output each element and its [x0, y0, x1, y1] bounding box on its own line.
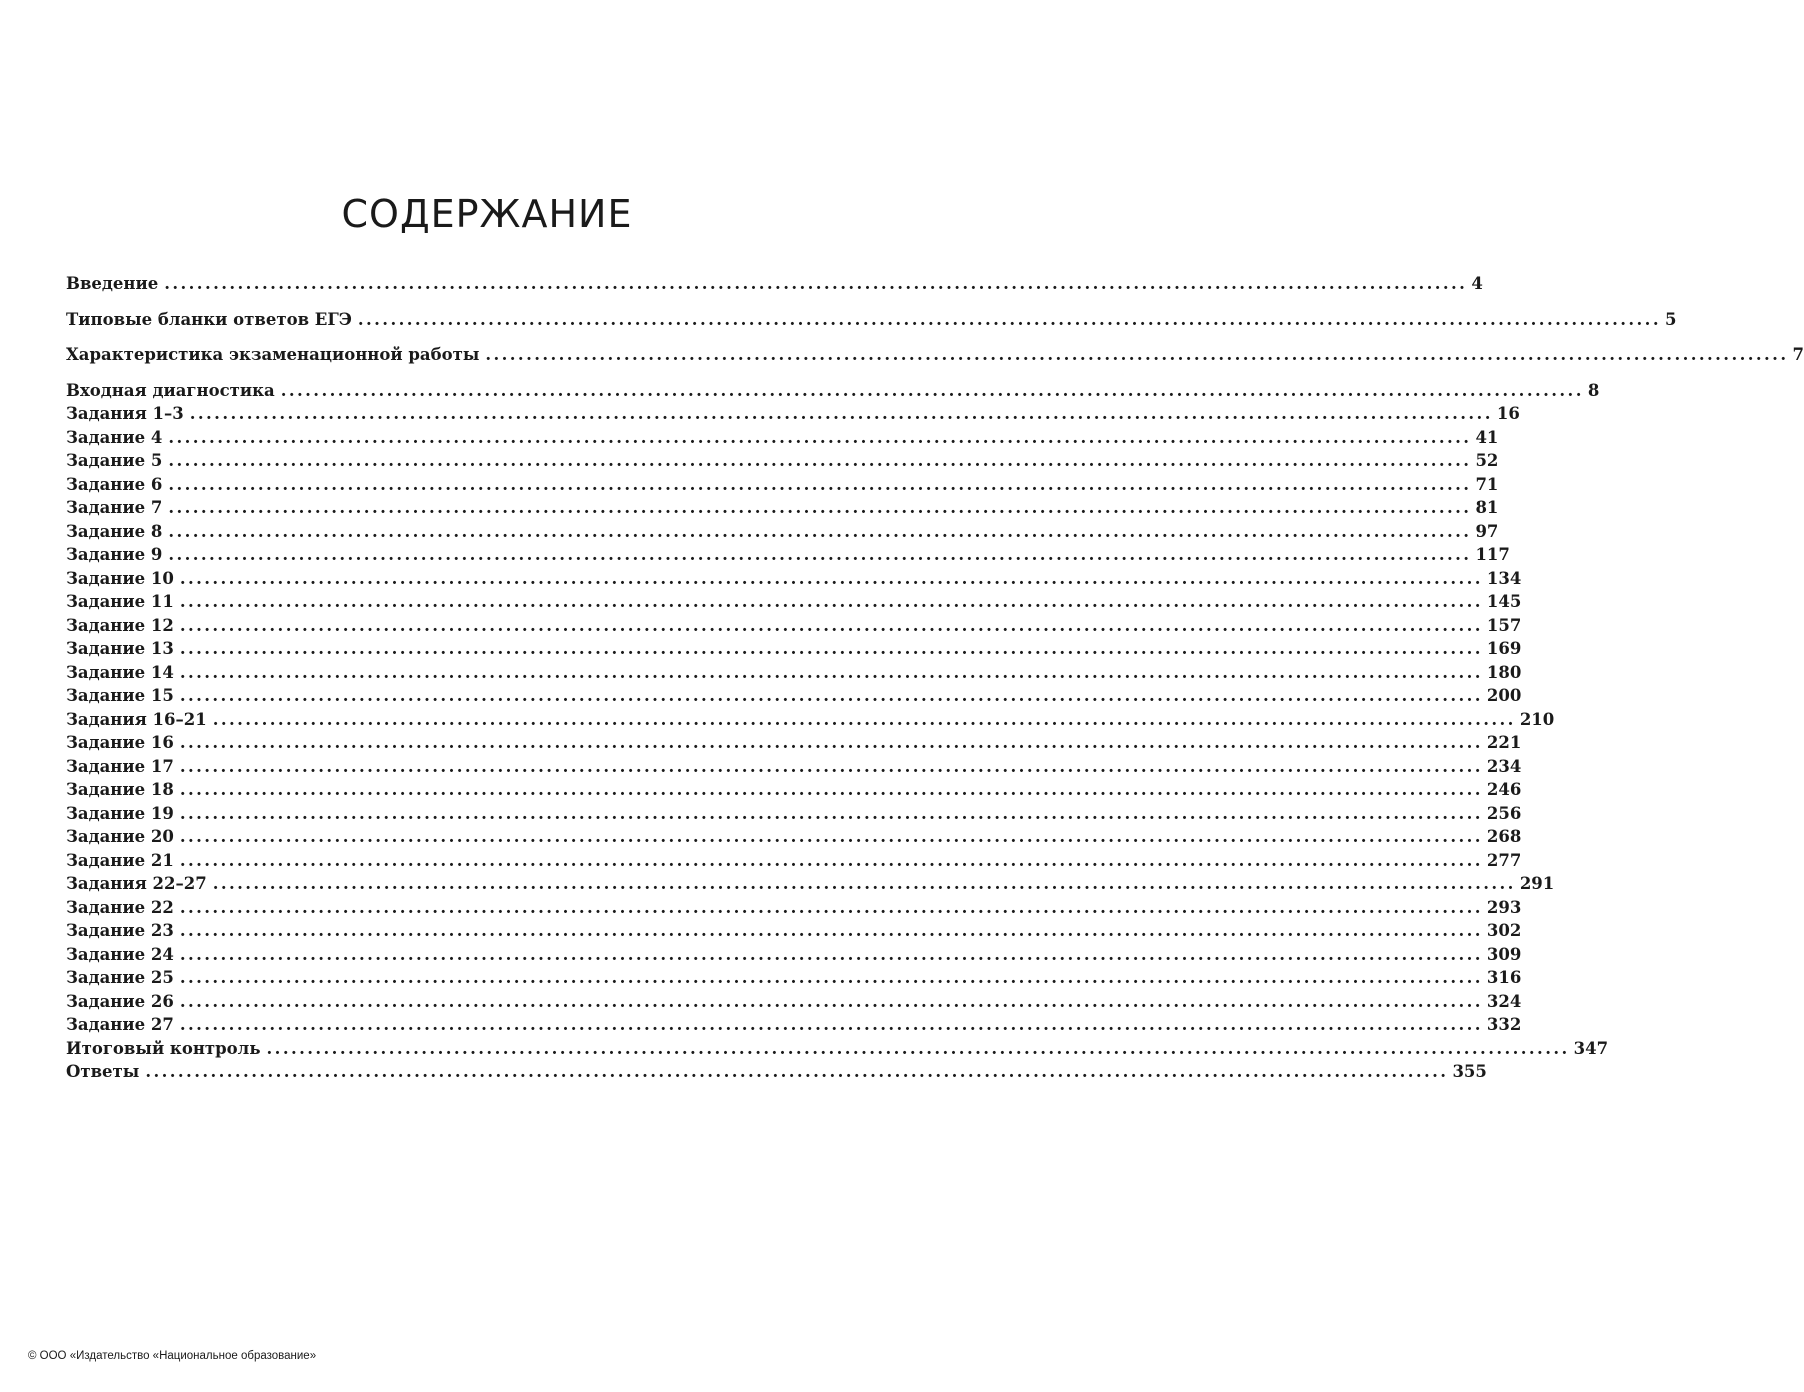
toc-entry[interactable]: [66, 343, 1804, 367]
toc-entry[interactable]: [66, 1060, 1487, 1084]
toc-entry-label: Задание 9: [66, 545, 163, 564]
toc-entry-label: Задание 24: [66, 944, 174, 964]
toc-leader-dots: ................................................................................................................................................................: [266, 1038, 1570, 1058]
toc-leader-dots: ................................................................................................................................................................: [179, 897, 1483, 917]
toc-entry-page: 81: [1475, 498, 1499, 517]
toc-entry-label: Задание 13: [66, 639, 174, 658]
toc-leader-dots: ................................................................................................................................................................: [212, 874, 1516, 893]
toc-entry[interactable]: [66, 449, 1499, 473]
toc-entry-page: 347: [1573, 1038, 1609, 1058]
toc-entry-page: 4: [1471, 274, 1483, 293]
toc-leader-dots: ................................................................................................................................................................: [168, 451, 1472, 470]
toc-entry[interactable]: [66, 567, 1522, 591]
toc-leader-dots: ................................................................................................................................................................: [179, 850, 1483, 870]
toc-leader-dots: ................................................................................................................................................................: [179, 921, 1483, 940]
toc-entry-page: 268: [1486, 827, 1522, 846]
toc-entry-page: 234: [1486, 756, 1522, 776]
toc-entry-label: Задание 5: [66, 451, 163, 470]
toc-entry-page: 145: [1486, 592, 1522, 611]
toc-entry-label: Задание 17: [66, 756, 174, 776]
toc-entry-label: Задание 4: [66, 427, 163, 447]
toc-leader-dots: ................................................................................................................................................................: [179, 568, 1483, 588]
copyright-footer: © ООО «Издательство «Национальное образование»: [28, 1350, 317, 1362]
toc-entry-page: 117: [1475, 545, 1510, 564]
toc-leader-dots: ................................................................................................................................................................: [179, 592, 1483, 611]
toc-entry-label: Задание 27: [66, 1015, 174, 1034]
toc-entry-label: Задание 14: [66, 662, 174, 682]
toc-leader-dots: ................................................................................................................................................................: [179, 686, 1483, 705]
toc-entry-label: Задание 6: [66, 474, 163, 494]
toc-entry-page: 71: [1475, 474, 1499, 494]
toc-leader-dots: ................................................................................................................................................................: [189, 404, 1493, 423]
toc-entry-page: 316: [1486, 968, 1522, 987]
toc-entry-label: Задание 18: [66, 780, 174, 799]
toc-leader-dots: ................................................................................................................................................................: [212, 709, 1516, 729]
toc-entry-page: 41: [1475, 427, 1499, 447]
toc-entry-page: 134: [1486, 568, 1522, 588]
toc-entry-label: Задания 22–27: [66, 874, 207, 893]
toc-entry-page: 256: [1486, 803, 1522, 823]
toc-entry-page: 293: [1486, 897, 1522, 917]
toc-leader-dots: ................................................................................................................................................................: [179, 733, 1483, 752]
toc-entry[interactable]: [66, 919, 1522, 943]
toc-leader-dots: ................................................................................................................................................................: [179, 780, 1483, 799]
toc-entry[interactable]: [66, 496, 1499, 520]
toc-entry-label: Задание 10: [66, 568, 174, 588]
toc-entry-page: 157: [1486, 615, 1522, 635]
toc-entry[interactable]: [66, 590, 1522, 614]
toc-leader-dots: ................................................................................................................................................................: [179, 944, 1483, 964]
toc-entry[interactable]: [66, 778, 1522, 802]
toc-entry[interactable]: [66, 872, 1555, 896]
toc-entry-page: 355: [1452, 1062, 1487, 1081]
toc-entry[interactable]: [66, 896, 1522, 920]
toc-entry-label: Задание 8: [66, 521, 163, 541]
toc-leader-dots: ................................................................................................................................................................: [179, 991, 1483, 1011]
toc-entry[interactable]: [66, 272, 1483, 296]
toc-entry-page: 7: [1792, 345, 1804, 364]
toc-entry[interactable]: [66, 849, 1522, 873]
toc-leader-dots: ................................................................................................................................................................: [179, 1015, 1483, 1034]
toc-leader-dots: ................................................................................................................................................................: [280, 380, 1584, 400]
toc-leader-dots: ................................................................................................................................................................: [179, 615, 1483, 635]
toc-entry-page: 16: [1496, 404, 1520, 423]
toc-entry-label: Задание 7: [66, 498, 163, 517]
toc-entry[interactable]: [66, 990, 1522, 1014]
toc-entry-label: Типовые бланки ответов ЕГЭ: [66, 309, 352, 329]
toc-entry-page: 309: [1486, 944, 1522, 964]
toc-entry-page: 210: [1519, 709, 1555, 729]
toc-entry[interactable]: [66, 614, 1522, 638]
toc-entry[interactable]: [66, 708, 1555, 732]
toc-entry[interactable]: [66, 661, 1522, 685]
toc-leader-dots: ................................................................................................................................................................: [168, 498, 1472, 517]
toc-entry-label: Задание 22: [66, 897, 174, 917]
toc-leader-dots: ................................................................................................................................................................: [179, 803, 1483, 823]
toc-entry-label: Входная диагностика: [66, 380, 275, 400]
toc-entry[interactable]: [66, 308, 1677, 332]
toc-leader-dots: ................................................................................................................................................................: [179, 639, 1483, 658]
toc-leader-dots: ................................................................................................................................................................: [179, 968, 1483, 987]
toc-entry[interactable]: [66, 1013, 1522, 1037]
toc-entry-page: 324: [1486, 991, 1522, 1011]
toc-entry-page: 277: [1486, 850, 1522, 870]
toc-entry[interactable]: [66, 684, 1522, 708]
toc-leader-dots: ................................................................................................................................................................: [168, 474, 1472, 494]
toc-leader-dots: ................................................................................................................................................................: [168, 521, 1472, 541]
toc-entry[interactable]: [66, 543, 1510, 567]
toc-entry[interactable]: [66, 825, 1522, 849]
toc-entry-page: 291: [1519, 874, 1555, 893]
toc-entry-page: 169: [1486, 639, 1522, 658]
toc-entry-page: 246: [1486, 780, 1522, 799]
toc-entry[interactable]: [66, 426, 1499, 450]
toc-entry-label: Задания 1–3: [66, 404, 184, 423]
table-of-contents: [66, 272, 1804, 1084]
toc-entry-page: 302: [1486, 921, 1522, 940]
toc-entry-label: Задание 25: [66, 968, 174, 987]
toc-leader-dots: ................................................................................................................................................................: [179, 827, 1483, 846]
toc-entry-label: Ответы: [66, 1062, 140, 1081]
toc-entry-page: 5: [1664, 309, 1677, 329]
toc-entry-label: Задания 16–21: [66, 709, 207, 729]
toc-entry-page: 180: [1486, 662, 1522, 682]
toc-entry-label: Задание 19: [66, 803, 174, 823]
toc-entry-page: 200: [1486, 686, 1522, 705]
toc-entry[interactable]: [66, 1037, 1609, 1061]
toc-entry-label: Введение: [66, 274, 159, 293]
toc-leader-dots: ................................................................................................................................................................: [168, 427, 1472, 447]
toc-entry-label: Характеристика экзаменационной работы: [66, 345, 480, 364]
toc-entry-label: Задание 11: [66, 592, 174, 611]
toc-entry-label: Итоговый контроль: [66, 1038, 261, 1058]
toc-entry-page: 52: [1475, 451, 1499, 470]
toc-entry-label: Задание 21: [66, 850, 174, 870]
toc-entry-page: 97: [1475, 521, 1499, 541]
toc-leader-dots: ................................................................................................................................................................: [485, 345, 1789, 364]
toc-entry[interactable]: [66, 731, 1522, 755]
toc-leader-dots: ................................................................................................................................................................: [168, 545, 1472, 564]
toc-entry-label: Задание 12: [66, 615, 174, 635]
toc-entry[interactable]: [66, 379, 1600, 403]
toc-leader-dots: ................................................................................................................................................................: [145, 1062, 1449, 1081]
toc-entry[interactable]: [66, 755, 1522, 779]
toc-entry[interactable]: [66, 520, 1499, 544]
toc-entry[interactable]: [66, 637, 1522, 661]
toc-entry-label: Задание 26: [66, 991, 174, 1011]
toc-entry-label: Задание 16: [66, 733, 174, 752]
toc-entry[interactable]: [66, 966, 1522, 990]
toc-entry-label: Задание 20: [66, 827, 174, 846]
toc-entry-page: 221: [1486, 733, 1522, 752]
toc-leader-dots: ................................................................................................................................................................: [164, 274, 1468, 293]
toc-entry-label: Задание 15: [66, 686, 174, 705]
toc-entry[interactable]: [66, 943, 1522, 967]
page-title: СОДЕРЖАНИЕ: [341, 192, 633, 236]
toc-entry[interactable]: [66, 473, 1499, 497]
toc-leader-dots: ................................................................................................................................................................: [357, 309, 1661, 329]
toc-entry-label: Задание 23: [66, 921, 174, 940]
toc-leader-dots: ................................................................................................................................................................: [179, 662, 1483, 682]
toc-leader-dots: ................................................................................................................................................................: [179, 756, 1483, 776]
toc-entry-page: 8: [1587, 380, 1600, 400]
toc-entry[interactable]: [66, 402, 1520, 426]
toc-entry-page: 332: [1486, 1015, 1522, 1034]
toc-entry[interactable]: [66, 802, 1522, 826]
